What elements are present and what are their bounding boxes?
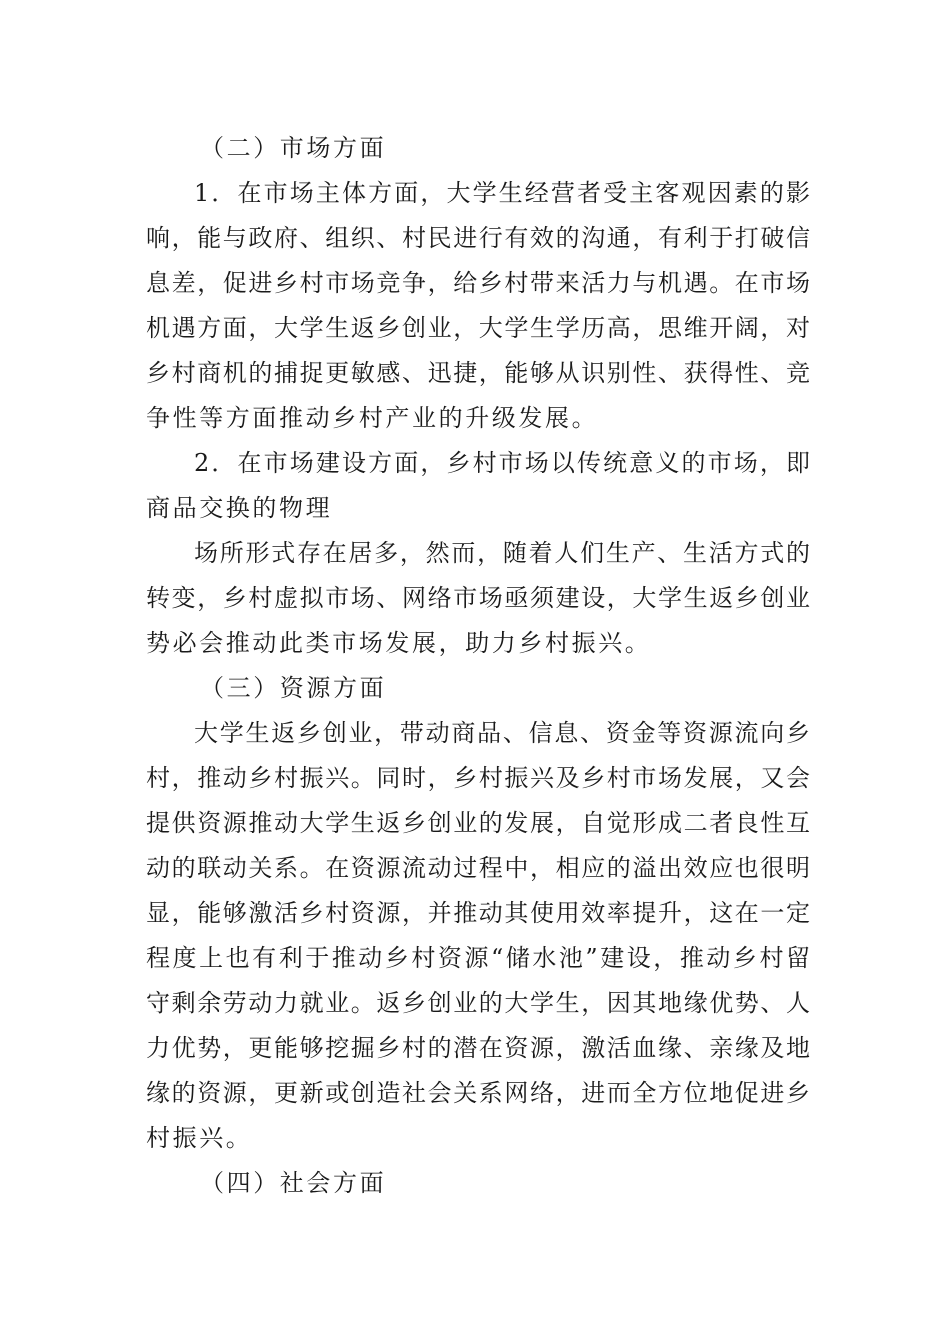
paragraph-line: 大学生返乡创业，带动商品、信息、资金等资源流向乡 (194, 719, 810, 747)
paragraph-line: 息差，促进乡村市场竞争，给乡村带来活力与机遇。在市场 (146, 269, 810, 297)
paragraph-line: 商品交换的物理 (146, 494, 333, 522)
paragraph-line: 动的联动关系。在资源流动过程中，相应的溢出效应也很明 (146, 854, 810, 882)
paragraph-line: 2．在市场建设方面，乡村市场以传统意义的市场，即 (194, 449, 810, 477)
paragraph-line: 程度上也有利于推动乡村资源“储水池”建设，推动乡村留 (146, 944, 810, 972)
paragraph-line: 村振兴。 (146, 1124, 253, 1152)
paragraph-line: 守剩余劳动力就业。返乡创业的大学生，因其地缘优势、人 (146, 989, 810, 1017)
section-heading-society: （四）社会方面 (200, 1169, 387, 1197)
paragraph-line: 响，能与政府、组织、村民进行有效的沟通，有利于打破信 (146, 224, 810, 252)
paragraph-line: 场所形式存在居多，然而，随着人们生产、生活方式的 (194, 539, 810, 567)
paragraph-line: 转变，乡村虚拟市场、网络市场亟须建设，大学生返乡创业 (146, 584, 810, 612)
paragraph-line: 提供资源推动大学生返乡创业的发展，自觉形成二者良性互 (146, 809, 810, 837)
section-heading-market: （二）市场方面 (200, 134, 387, 162)
paragraph-line: 势必会推动此类市场发展，助力乡村振兴。 (146, 629, 652, 657)
paragraph-line: 缘的资源，更新或创造社会关系网络，进而全方位地促进乡 (146, 1079, 810, 1107)
paragraph-line: 显，能够激活乡村资源，并推动其使用效率提升，这在一定 (146, 899, 810, 927)
section-heading-resources: （三）资源方面 (200, 674, 387, 702)
paragraph-line: 力优势，更能够挖掘乡村的潜在资源，激活血缘、亲缘及地 (146, 1034, 810, 1062)
paragraph-line: 1．在市场主体方面，大学生经营者受主客观因素的影 (194, 179, 810, 207)
paragraph-line: 争性等方面推动乡村产业的升级发展。 (146, 404, 599, 432)
paragraph-line: 机遇方面，大学生返乡创业，大学生学历高，思维开阔，对 (146, 314, 810, 342)
paragraph-line: 村，推动乡村振兴。同时，乡村振兴及乡村市场发展，又会 (146, 764, 810, 792)
paragraph-line: 乡村商机的捕捉更敏感、迅捷，能够从识别性、获得性、竞 (146, 359, 810, 387)
